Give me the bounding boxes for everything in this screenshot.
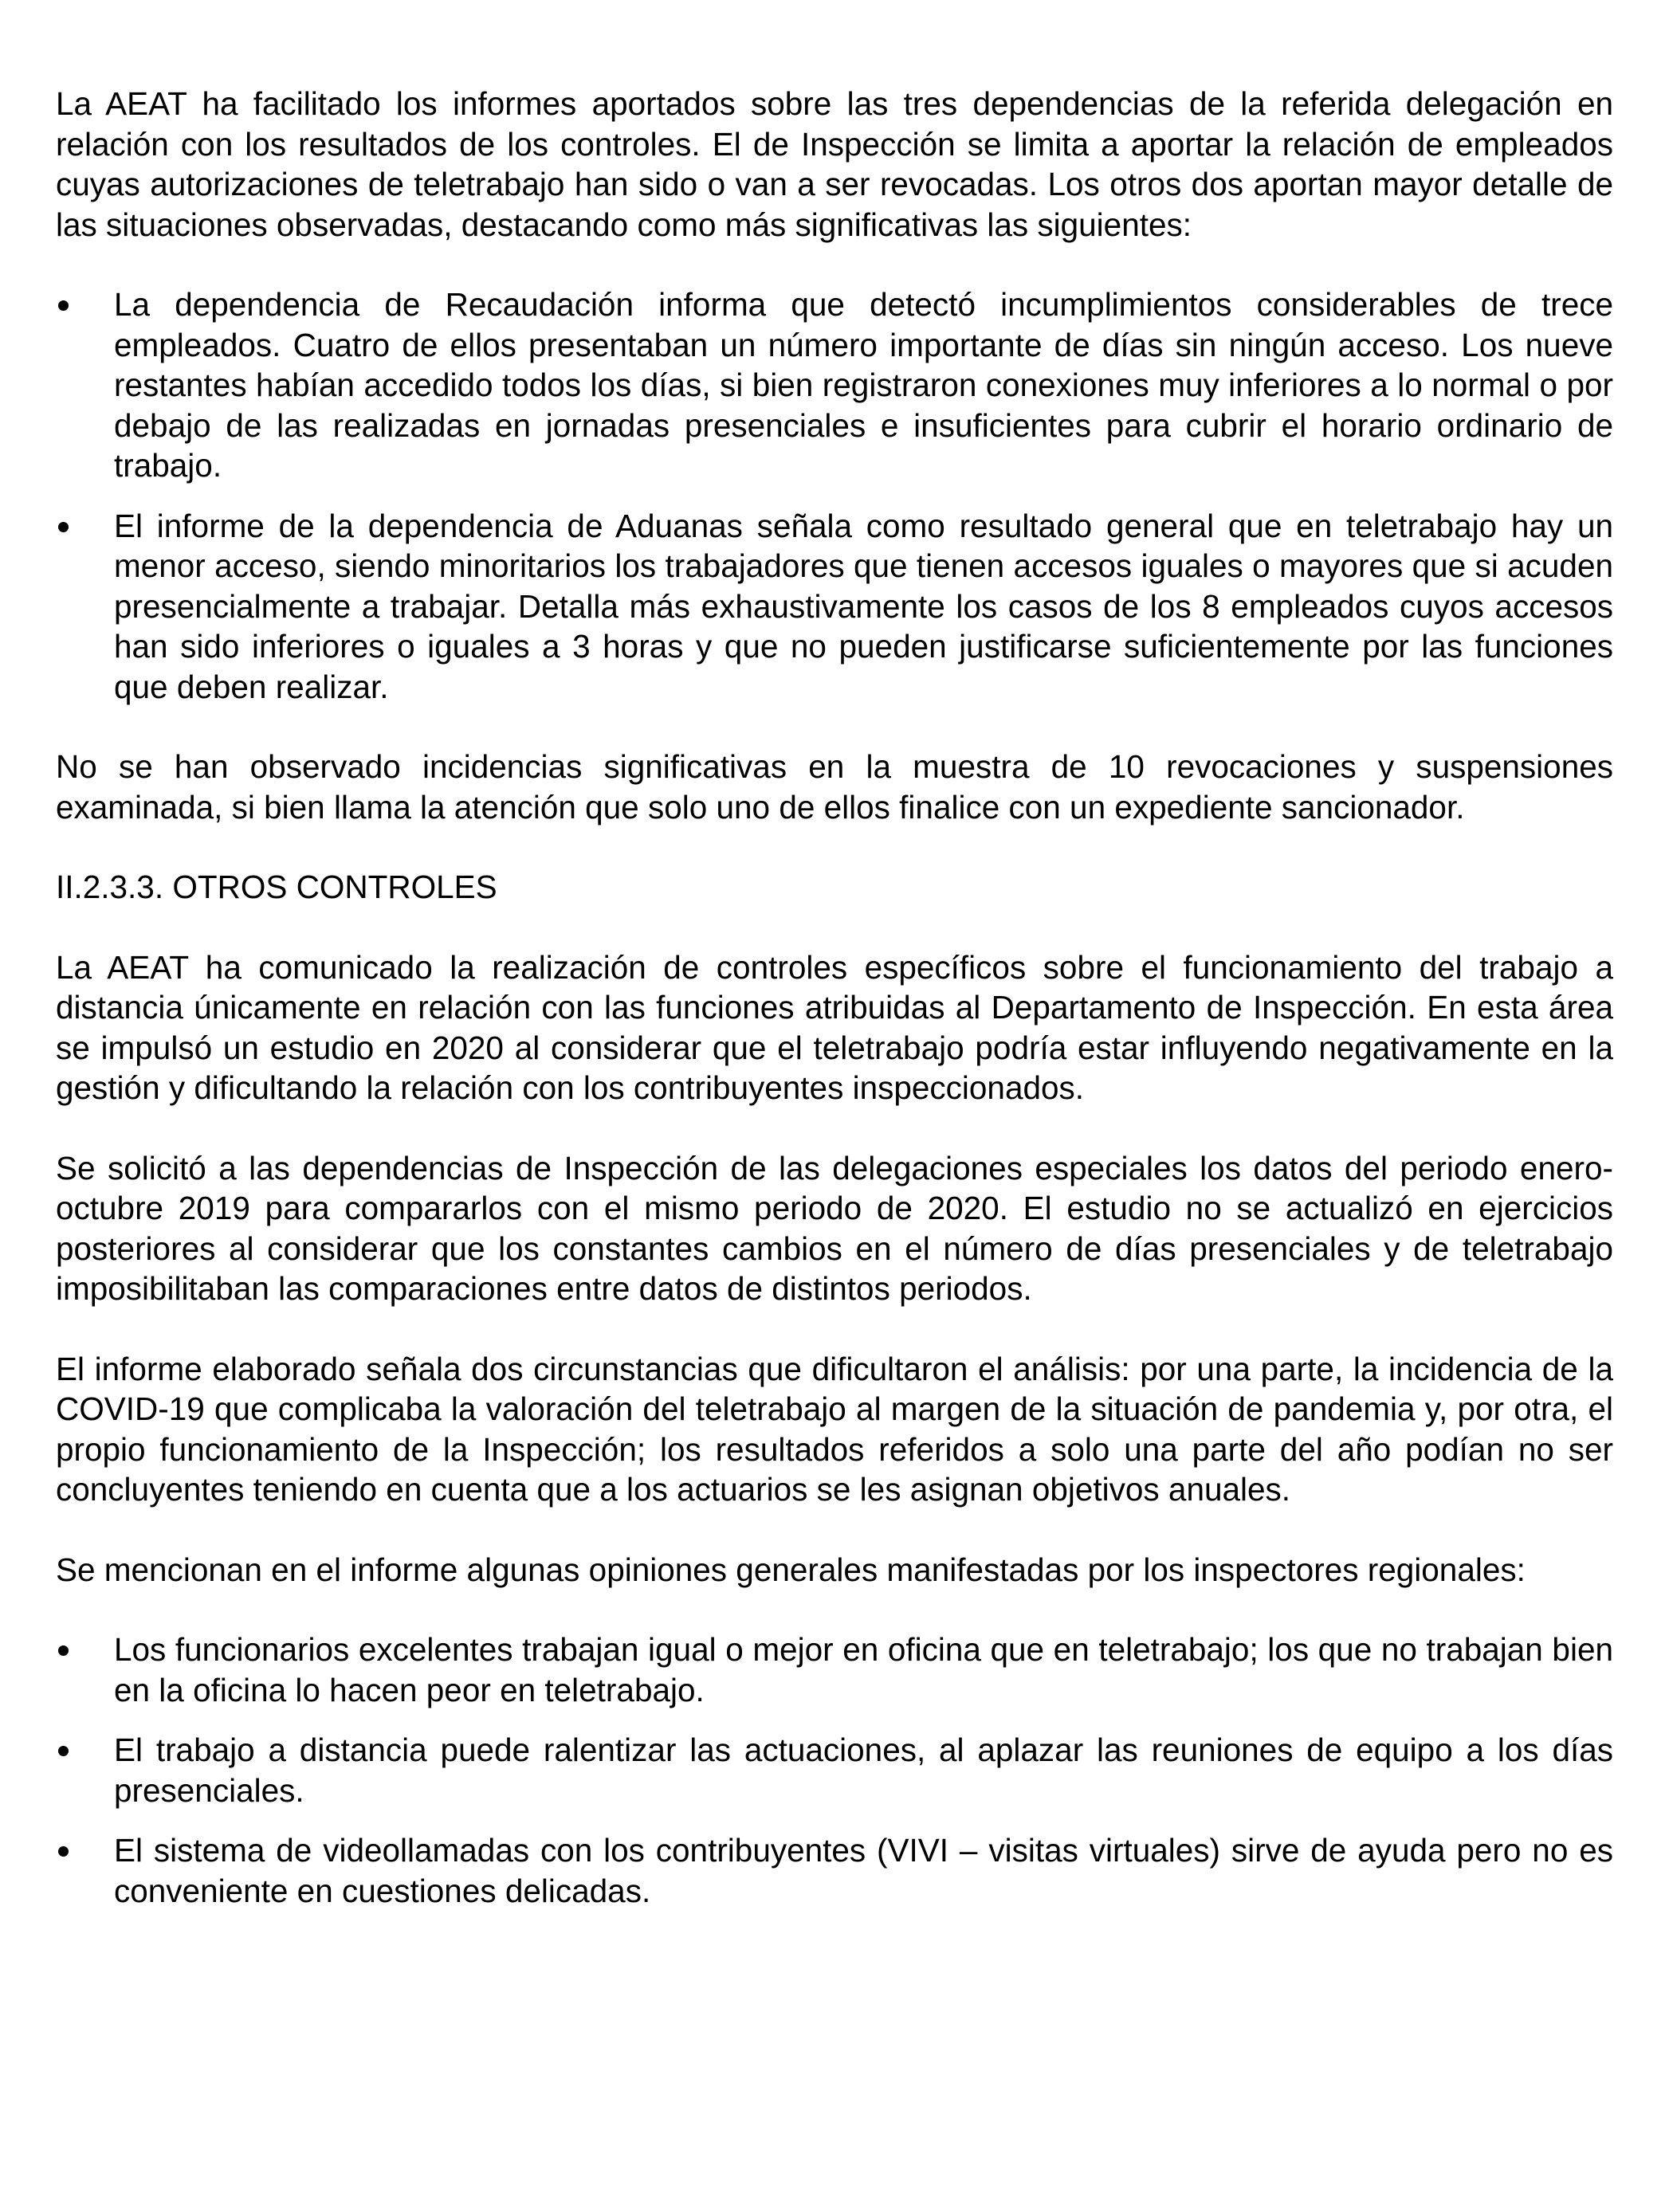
bullet-icon — [58, 300, 69, 311]
paragraph-report-circumstances: El informe elaborado señala dos circunstancias que dificultaron el análisis: por una parte, la incidencia de la COVID-19 que complicaba la valoración del teletrabajo al margen de la situación de pandemia y, por otra, el propio funcionamiento de la Inspección; los resultados referidos a solo una parte del año podían no ser concluyentes teniendo en cuenta que a los actuarios se les asignan objetivos anuales. — [56, 1350, 1613, 1508]
document-page — [56, 84, 1613, 1951]
paragraph-data-request: Se solicitó a las dependencias de Inspección de las delegaciones especiales los datos del periodo enero-octubre 2019 para compararlos con el mismo periodo de 2020. El estudio no se actualizó en ejercicios posteriores al considerar que los constantes cambios en el número de días presenciales y de teletrabajo imposibilitaban las comparaciones entre datos de distintos periodos. — [56, 1149, 1613, 1307]
bullet-list-dependencies — [56, 284, 1613, 707]
list-item — [56, 1830, 1613, 1911]
list-item — [56, 1730, 1613, 1810]
bullet-icon — [58, 1846, 69, 1857]
list-item — [56, 284, 1613, 486]
paragraph-aeat-reports: La AEAT ha facilitado los informes aportados sobre las tres dependencias de la referida delegación en relación con los resultados de los controles. El de Inspección se limita a aportar la relación de empleados cuyas autorizaciones de teletrabajo han sido o van a ser revocadas. Los otros dos aportan mayor detalle de las situaciones observadas, destacando como más significativas las siguientes: — [56, 85, 1613, 243]
list-item-text: El informe de la dependencia de Aduanas señala como resultado general que en teletrabajo hay un menor acceso, siendo minoritarios los trabajadores que tienen accesos iguales o mayores que si acuden presencialmente a trabajar. Detalla más exhaustivamente los casos de los 8 empleados cuyos accesos han sido inferiores o iguales a 3 horas y que no pueden justificarse suficientemente por las funciones que deben realizar. — [114, 507, 1613, 705]
paragraph-inspector-opinions: Se mencionan en el informe algunas opiniones generales manifestadas por los inspectores regionales: — [56, 1551, 1526, 1588]
list-item — [56, 1630, 1613, 1710]
section-heading: II.2.3.3. OTROS CONTROLES — [56, 869, 497, 905]
list-item-text: El sistema de videollamadas con los contribuyentes (VIVI – visitas virtuales) sirve de ayuda pero no es conveniente en cuestiones delicadas. — [114, 1832, 1613, 1909]
bullet-list-opinions — [56, 1630, 1613, 1911]
bullet-icon — [58, 522, 69, 532]
paragraph-sample-incidents: No se han observado incidencias significativas en la muestra de 10 revocaciones y suspensiones examinada, si bien llama la atención que solo uno de ellos finalice con un expediente sancionador. — [56, 748, 1613, 826]
list-item-text: El trabajo a distancia puede ralentizar las actuaciones, al aplazar las reuniones de equipo a los días presenciales. — [114, 1732, 1613, 1809]
bullet-icon — [58, 1746, 69, 1756]
list-item-text: La dependencia de Recaudación informa que detectó incumplimientos considerables de trece empleados. Cuatro de ellos presentaban un número importante de días sin ningún acceso. Los nueve restantes habían accedido todos los días, si bien registraron conexiones muy inferiores a lo normal o por debajo de las realizadas en jornadas presenciales e insuficientes para cubrir el horario ordinario de trabajo. — [114, 286, 1613, 484]
bullet-icon — [58, 1645, 69, 1656]
list-item — [56, 506, 1613, 708]
list-item-text: Los funcionarios excelentes trabajan igual o mejor en oficina que en teletrabajo; los que no trabajan bien en la oficina lo hacen peor en teletrabajo. — [114, 1631, 1613, 1708]
paragraph-specific-controls: La AEAT ha comunicado la realización de controles específicos sobre el funcionamiento del trabajo a distancia únicamente en relación con las funciones atribuidas al Departamento de Inspección. En esta área se impulsó un estudio en 2020 al considerar que el teletrabajo podría estar influyendo negativamente en la gestión y dificultando la relación con los contribuyentes inspeccionados. — [56, 948, 1613, 1106]
